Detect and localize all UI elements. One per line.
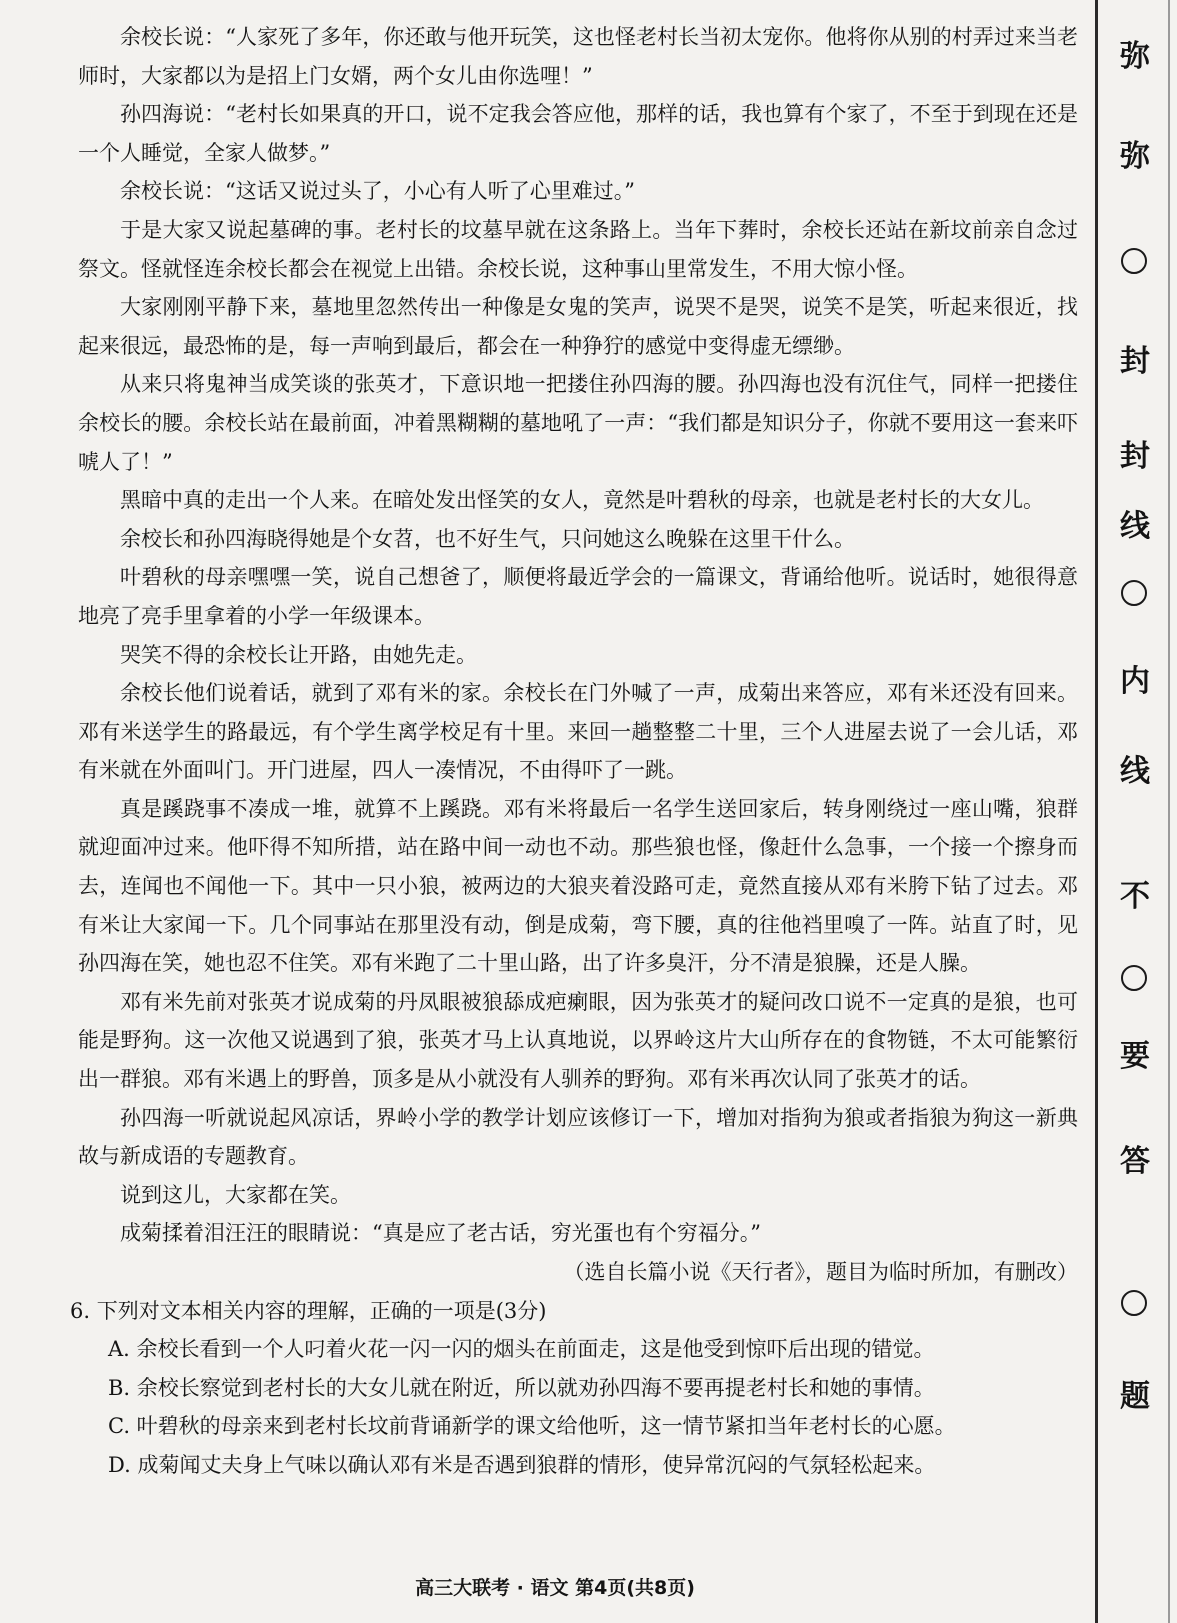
paragraph: 真是蹊跷事不凑成一堆，就算不上蹊跷。邓有米将最后一名学生送回家后，转身刚绕过一座山嘴，狼群就迎面冲过来。他吓得不知所措，站在路中间一动也不动。那些狼也怪，像赶什么急事，一个接一个擦身而去，连闻也不闻他一下。其中一只小狼，被两边的大狼夹着没路可走，竟然直接从邓有米胯下钻了过去。邓有米让大家闻一下。几个同事站在那里没有动，倒是成菊，弯下腰，真的往他裆里嗅了一阵。站直了时，见孙四海在笑，她也忍不住笑。邓有米跑了二十里山路，出了许多臭汗，分不清是狼臊，还是人臊。 — [78, 796, 1078, 976]
paragraph: 余校长说：“人家死了多年，你还敢与他开玩笑，这也怪老村长当初太宠你。他将你从别的村弄过来当老师时，大家都以为是招上门女婿，两个女儿由你选哩！” — [78, 25, 1078, 88]
paragraph: 说到这儿，大家都在笑。 — [120, 1182, 351, 1207]
page-footer: 高三大联考 · 语文 第4页(共8页) — [415, 1577, 695, 1599]
seal-mark: 内 — [1120, 664, 1150, 699]
outer-seal-line — [1168, 0, 1170, 1623]
paragraph: 孙四海一听就说起风凉话，界岭小学的教学计划应该修订一下，增加对指狗为狼或者指狼为狗这一新典故与新成语的专题教育。 — [78, 1105, 1078, 1169]
option-c: C. 叶碧秋的母亲来到老村长坟前背诵新学的课文给他听，这一情节紧扣当年老村长的心愿。 — [108, 1414, 956, 1439]
option-d: D. 成菊闻丈夫身上气味以确认邓有米是否遇到狼群的情形，使异常沉闷的气氛轻松起来。 — [108, 1452, 936, 1477]
seal-mark: 题 — [1120, 1379, 1150, 1414]
paragraph: 成菊揉着泪汪汪的眼睛说：“真是应了老古话，穷光蛋也有个穷福分。” — [120, 1221, 761, 1246]
seal-margin — [1102, 0, 1168, 1623]
paragraph: 邓有米先前对张英才说成菊的丹凤眼被狼舔成疤瘌眼，因为张英才的疑问改口说不一定真的是狼，也可能是野狗。这一次他又说遇到了狼，张英才马上认真地说，以界岭这片大山所存在的食物链，不太可能繁衍出一群狼。邓有米遇上的野兽，顶多是从小就没有人驯养的野狗。邓有米再次认同了张英才的话。 — [78, 989, 1078, 1092]
seal-mark: 弥 — [1120, 39, 1150, 74]
seal-mark: 答 — [1120, 1144, 1150, 1179]
paragraph: 余校长说：“这话又说过头了，小心有人听了心里难过。” — [120, 179, 635, 204]
paragraph: 哭笑不得的余校长让开路，由她先走。 — [120, 642, 477, 667]
paragraph: 大家刚刚平静下来，墓地里忽然传出一种像是女鬼的笑声，说哭不是哭，说笑不是笑，听起来很近，找起来很远，最恐怖的是，每一声响到最后，都会在一种狰狞的感觉中变得虚无缥缈。 — [78, 295, 1078, 358]
seal-mark-outer: 封 — [1120, 439, 1150, 474]
passage — [70, 18, 1078, 1485]
seal-mark: 线 — [1120, 509, 1150, 544]
seal-circle — [1121, 965, 1147, 991]
question-6 — [70, 1292, 1078, 1485]
seal-mark: 不 — [1120, 879, 1150, 914]
paragraph: 余校长他们说着话，就到了邓有米的家。余校长在门外喊了一声，成菊出来答应，邓有米还没有回来。邓有米送学生的路最远，有个学生离学校足有十里。来回一趟整整二十里，三个人进屋去说了一会儿话，邓有米就在外面叫门。开门进屋，四人一凑情况，不由得吓了一跳。 — [78, 681, 1078, 783]
seal-mark-outer: 弥 — [1120, 139, 1150, 174]
source-note: （选自长篇小说《天行者》，题目为临时所加，有删改） — [563, 1260, 1078, 1284]
paragraph: 从来只将鬼神当成笑谈的张英才，下意识地一把搂住孙四海的腰。孙四海也没有沉住气，同样一把搂住余校长的腰。余校长站在最前面，冲着黑糊糊的墓地吼了一声：“我们都是知识分子，你就不要用这一套来吓唬人了！” — [78, 372, 1078, 474]
seal-circle — [1121, 580, 1147, 606]
paragraph: 余校长和孙四海晓得她是个女苕，也不好生气，只问她这么晚躲在这里干什么。 — [120, 526, 855, 551]
paragraph: 叶碧秋的母亲嘿嘿一笑，说自己想爸了，顺便将最近学会的一篇课文，背诵给他听。说话时，她很得意地亮了亮手里拿着的小学一年级课本。 — [78, 565, 1078, 628]
seal-mark: 要 — [1120, 1039, 1150, 1074]
option-b: B. 余校长察觉到老村长的大女儿就在附近，所以就劝孙四海不要再提老村长和她的事情。 — [108, 1375, 935, 1400]
seal-line — [1095, 0, 1098, 1623]
option-a: A. 余校长看到一个人叼着火花一闪一闪的烟头在前面走，这是他受到惊吓后出现的错觉。 — [108, 1337, 935, 1362]
seal-circle — [1121, 1290, 1147, 1316]
seal-mark-outer: 线 — [1120, 754, 1150, 789]
paragraph: 于是大家又说起墓碑的事。老村长的坟墓早就在这条路上。当年下葬时，余校长还站在新坟前亲自念过祭文。怪就怪连余校长都会在视觉上出错。余校长说，这种事山里常发生，不用大惊小怪。 — [78, 217, 1078, 281]
question-stem: 6. 下列对文本相关内容的理解，正确的一项是(3分) — [70, 1298, 547, 1323]
paragraph: 孙四海说：“老村长如果真的开口，说不定我会答应他，那样的话，我也算有个家了，不至于到现在还是一个人睡觉，全家人做梦。” — [78, 102, 1078, 165]
seal-mark: 封 — [1120, 344, 1150, 379]
seal-circle — [1121, 248, 1147, 274]
paragraph: 黑暗中真的走出一个人来。在暗处发出怪笑的女人，竟然是叶碧秋的母亲，也就是老村长的大女儿。 — [120, 488, 1044, 513]
